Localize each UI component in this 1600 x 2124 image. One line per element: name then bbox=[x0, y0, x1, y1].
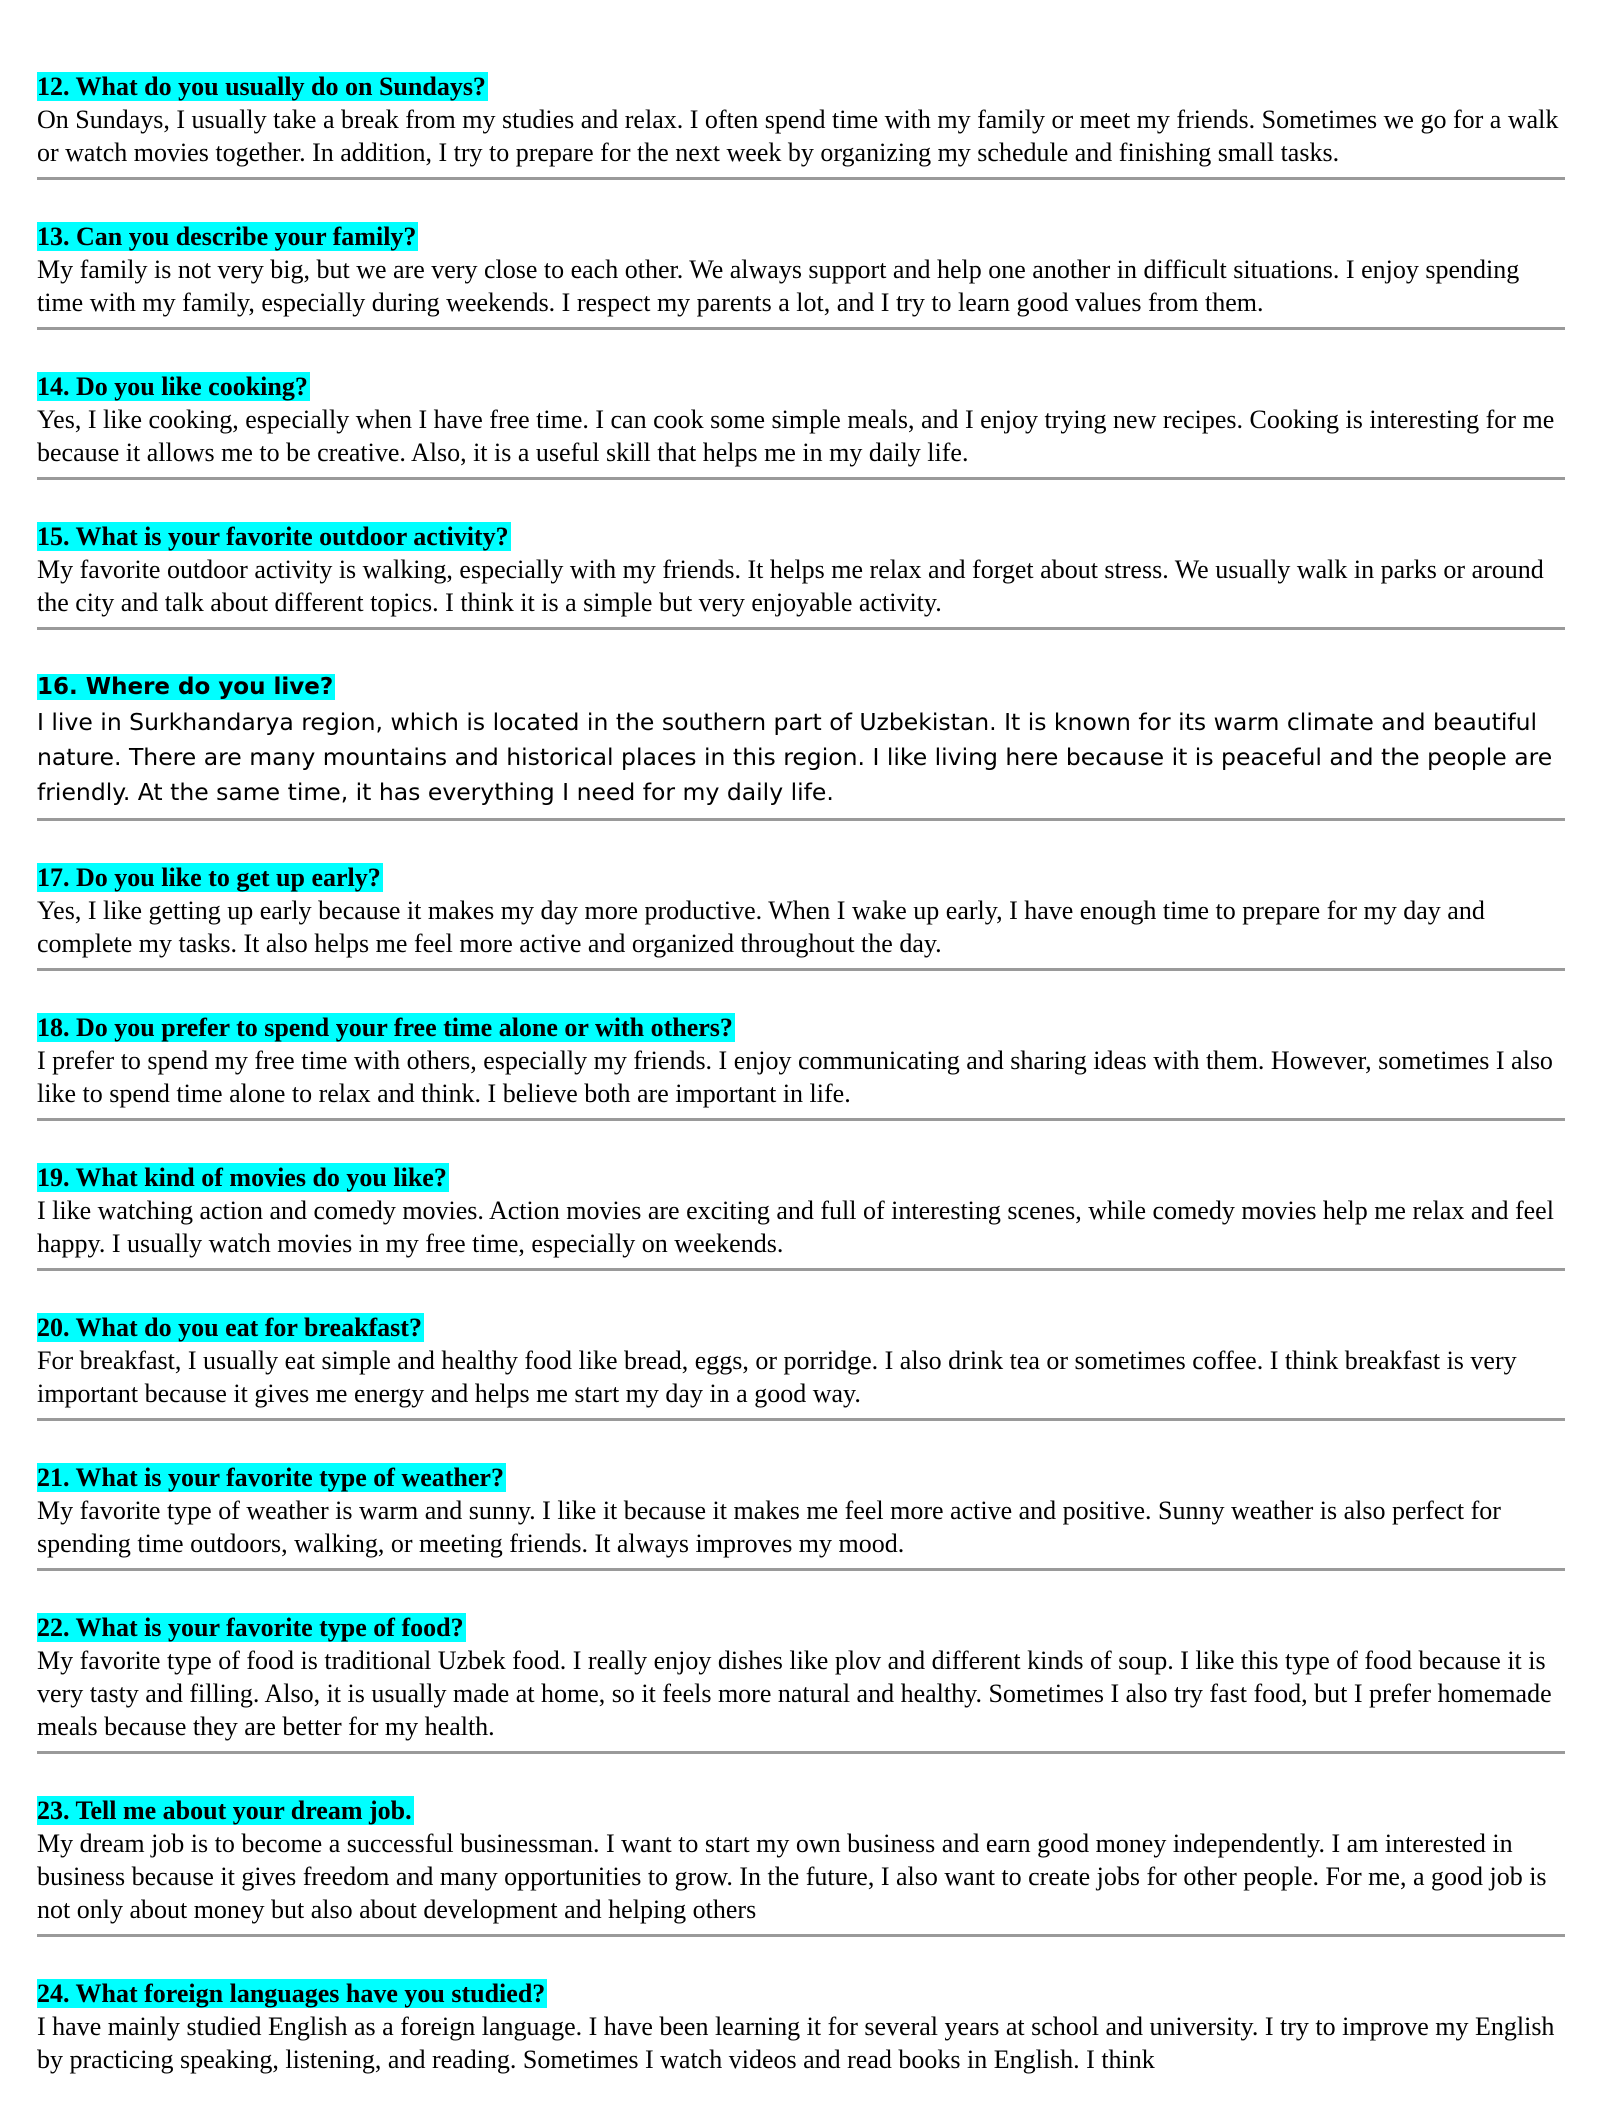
question-heading bbox=[37, 370, 1565, 403]
document-page bbox=[37, 70, 1565, 2124]
answer-text: I like watching action and comedy movies. Action movies are exciting and full of interesting scenes, while comedy movies help me relax and feel happy. I usually watch movies in my free time, especially on weekends. bbox=[37, 1196, 1554, 1258]
question-highlight: 15. What is your favorite outdoor activity? bbox=[37, 522, 509, 551]
question-highlight: 21. What is your favorite type of weather? bbox=[37, 1463, 504, 1492]
answer-text: My dream job is to become a successful businessman. I want to start my own business and earn good money independently. I am interested in business because it gives freedom and many opportunities to grow. In the future, I also want to create jobs for other people. For me, a good job is not only about money but also about development and helping others bbox=[37, 1829, 1547, 1924]
question-highlight: 14. Do you like cooking? bbox=[37, 372, 308, 401]
qa-item-15 bbox=[37, 520, 1565, 630]
answer-text: I prefer to spend my free time with others, especially my friends. I enjoy communicating and sharing ideas with them. However, sometimes I also like to spend time alone to relax and think. I believe both are important in life. bbox=[37, 1046, 1553, 1108]
question-heading bbox=[37, 1011, 1565, 1044]
answer-text: I live in Surkhandarya region, which is located in the southern part of Uzbekistan. It is known for its warm climate and beautiful nature. There are many mountains and historical places in this region. I like living here because it is peaceful and the people are friendly. At the same time, it has everything I need for my daily life. bbox=[37, 708, 1553, 806]
question-highlight: 12. What do you usually do on Sundays? bbox=[37, 72, 486, 101]
answer-text: My favorite outdoor activity is walking, especially with my friends. It helps me relax and forget about stress. We usually walk in parks or around the city and talk about different topics. I think it is a simple but very enjoyable activity. bbox=[37, 555, 1544, 617]
question-heading bbox=[37, 520, 1565, 553]
qa-item-24 bbox=[37, 1977, 1565, 2084]
qa-item-13 bbox=[37, 220, 1565, 330]
question-highlight: 23. Tell me about your dream job. bbox=[37, 1796, 412, 1825]
qa-item-22 bbox=[37, 1611, 1565, 1754]
question-highlight: 17. Do you like to get up early? bbox=[37, 863, 381, 892]
answer-text: For breakfast, I usually eat simple and healthy food like bread, eggs, or porridge. I also drink tea or sometimes coffee. I think breakfast is very important because it gives me energy and helps me start my day in a good way. bbox=[37, 1346, 1517, 1408]
qa-item-19 bbox=[37, 1161, 1565, 1271]
question-heading bbox=[37, 1794, 1565, 1827]
question-heading bbox=[37, 220, 1565, 253]
question-highlight: 24. What foreign languages have you studied? bbox=[37, 1979, 546, 2008]
qa-item-20 bbox=[37, 1311, 1565, 1421]
answer-text: Yes, I like cooking, especially when I have free time. I can cook some simple meals, and I enjoy trying new recipes. Cooking is interesting for me because it allows me to be creative. Also, it is a useful skill that helps me in my daily life. bbox=[37, 405, 1555, 467]
question-highlight: 13. Can you describe your family? bbox=[37, 222, 417, 251]
question-heading bbox=[37, 1461, 1565, 1494]
answer-text: I have mainly studied English as a foreign language. I have been learning it for several years at school and university. I try to improve my English by practicing speaking, listening, and reading. Sometimes I watch videos and read books in English. I think bbox=[37, 2012, 1555, 2074]
question-highlight: 19. What kind of movies do you like? bbox=[37, 1163, 447, 1192]
qa-item-12 bbox=[37, 70, 1565, 180]
question-heading bbox=[37, 670, 1565, 705]
qa-item-23 bbox=[37, 1794, 1565, 1937]
question-heading bbox=[37, 1611, 1565, 1644]
qa-item-14 bbox=[37, 370, 1565, 480]
question-highlight: 16. Where do you live? bbox=[37, 674, 334, 700]
qa-item-16 bbox=[37, 670, 1565, 821]
question-heading bbox=[37, 1161, 1565, 1194]
answer-text: My favorite type of food is traditional Uzbek food. I really enjoy dishes like plov and different kinds of soup. I like this type of food because it is very tasty and filling. Also, it is usually made at home, so it feels more natural and healthy. Sometimes I also try fast food, but I prefer homemade meals because they are better for my health. bbox=[37, 1646, 1552, 1741]
question-heading bbox=[37, 70, 1565, 103]
answer-text: On Sundays, I usually take a break from my studies and relax. I often spend time with my family or meet my friends. Sometimes we go for a walk or watch movies together. In addition, I try to prepare for the next week by organizing my schedule and finishing small tasks. bbox=[37, 105, 1559, 167]
question-highlight: 22. What is your favorite type of food? bbox=[37, 1613, 464, 1642]
answer-text: My family is not very big, but we are very close to each other. We always support and help one another in difficult situations. I enjoy spending time with my family, especially during weekends. I respect my parents a lot, and I try to learn good values from them. bbox=[37, 255, 1520, 317]
answer-text: Yes, I like getting up early because it makes my day more productive. When I wake up early, I have enough time to prepare for my day and complete my tasks. It also helps me feel more active and organized throughout the day. bbox=[37, 896, 1485, 958]
qa-item-18 bbox=[37, 1011, 1565, 1121]
qa-item-17 bbox=[37, 861, 1565, 971]
question-highlight: 18. Do you prefer to spend your free time alone or with others? bbox=[37, 1013, 733, 1042]
question-heading bbox=[37, 1977, 1565, 2010]
question-heading bbox=[37, 1311, 1565, 1344]
question-highlight: 20. What do you eat for breakfast? bbox=[37, 1313, 422, 1342]
answer-text: My favorite type of weather is warm and sunny. I like it because it makes me feel more active and positive. Sunny weather is also perfect for spending time outdoors, walking, or meeting friends. It always improves my mood. bbox=[37, 1496, 1501, 1558]
question-heading bbox=[37, 861, 1565, 894]
qa-item-21 bbox=[37, 1461, 1565, 1571]
